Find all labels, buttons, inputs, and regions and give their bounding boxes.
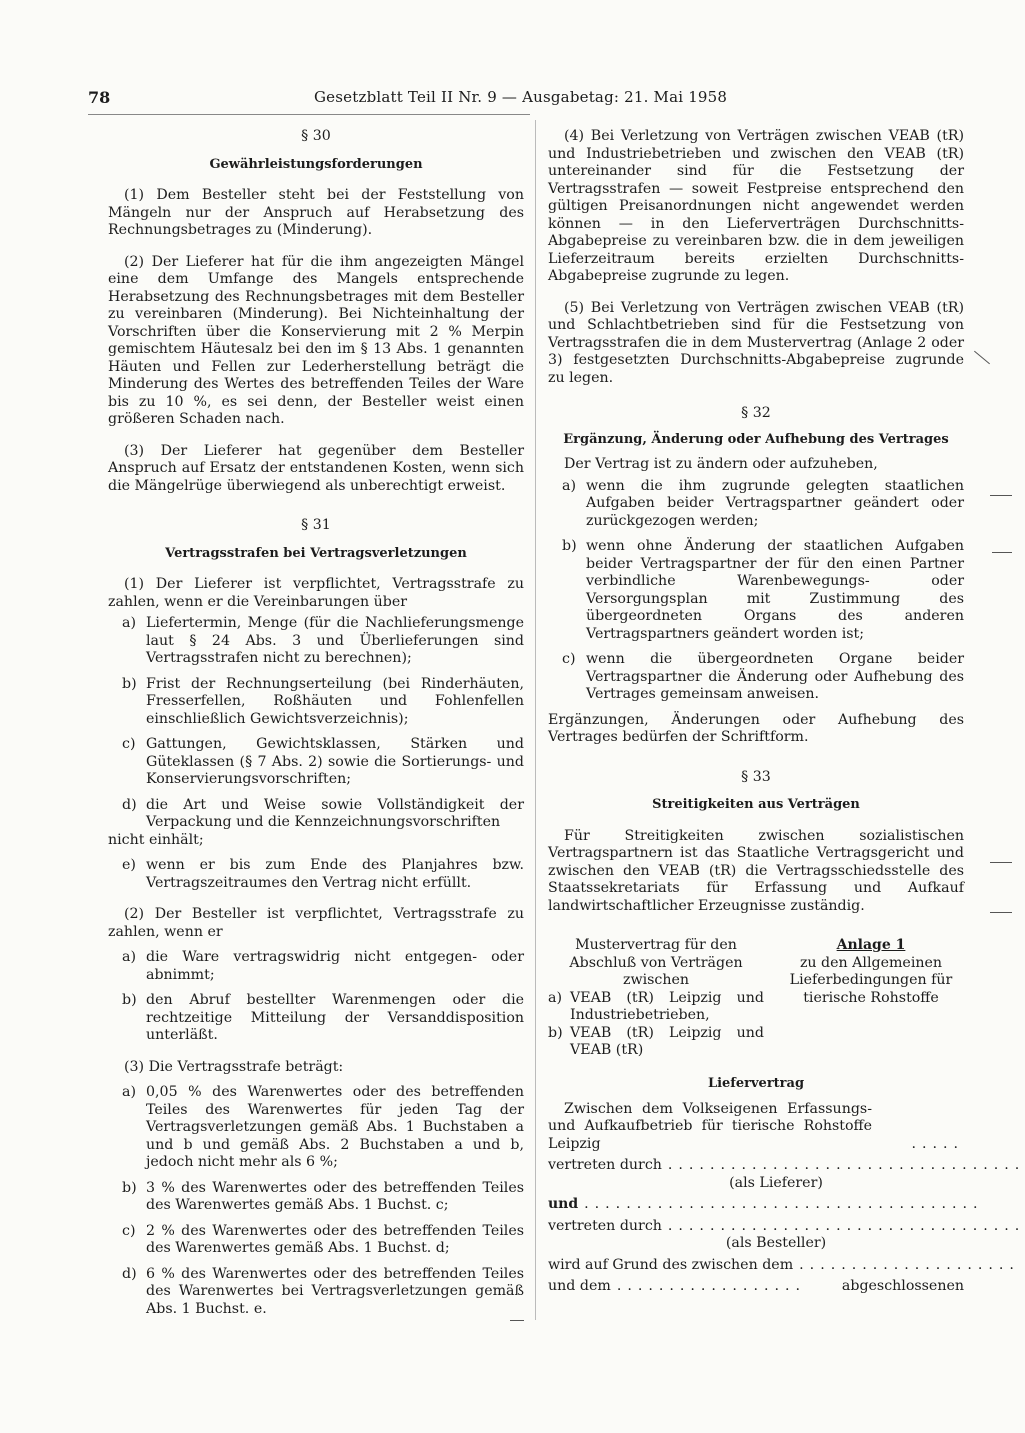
margin-mark xyxy=(990,495,1012,496)
field-customer-representative: vertreten durch .................................. xyxy=(548,1217,1025,1234)
annex-1-title: Anlage 1 xyxy=(836,937,906,953)
section-31-number: § 31 xyxy=(301,517,331,533)
s31-paragraph-2: (2) Der Besteller ist verpflichtet, Vertragsstrafe zu zahlen, wenn er xyxy=(108,906,524,940)
section-33-title: Streitigkeiten aus Verträgen xyxy=(652,797,860,812)
s30-paragraph-1: (1) Dem Besteller steht bei der Feststellung von Mängeln nur der Anspruch auf Herabsetzung des Rechnungsbetrages zu (Minderung). xyxy=(108,187,524,238)
s31-item-1e: e) wenn er bis zum Ende des Planjahres bzw. Vertragszeitraumes den Vertrag nicht erfüllt. xyxy=(122,857,524,891)
s31-item-2a: a) die Ware vertragswidrig nicht entgegen- oder abnimmt; xyxy=(122,949,524,983)
customer-role-label: (als Besteller) xyxy=(725,1235,827,1251)
annex-1-block xyxy=(778,937,964,1007)
contract-intro: Zwischen dem Volkseigenen Erfassungs- und Aufkaufbetrieb für tierische Rohstoffe Leipzig xyxy=(548,1100,872,1152)
s31-item-3a: a) 0,05 % des Warenwertes oder des betreffenden Teiles des Warenwertes für jeden Tag der Vertragsverletzungen gemäß Abs. 1 Buchstaben a und b und gemäß Abs. 2 Buchstaben a und b, jedoch nicht mehr als 6 %; xyxy=(122,1084,524,1170)
section-32-title: Ergänzung, Änderung oder Aufhebung des Vertrages xyxy=(563,431,949,447)
margin-mark xyxy=(510,1320,524,1321)
model-contract-block xyxy=(548,937,764,1060)
s32-item-b: b) wenn ohne Änderung der staatlichen Aufgaben beider Vertragspartner der für den einen Partner verbindliche Warenbewegungs- oder Versorgungsplan mit Zustimmung des übergeordneten Organs des anderen Vertragspartners geändert worden ist; xyxy=(562,538,964,642)
section-32-number: § 32 xyxy=(741,405,771,421)
s31-paragraph-5: (5) Bei Verletzung von Verträgen zwischen VEAB (tR) und Schlachtbetrieben sind für die Festsetzung von Vertragsstrafen die in dem Mustervertrag (Anlage 2 oder 3) festgesetzten Durchschnitts-Abgabepreise zugrunde zu legen. xyxy=(548,299,964,386)
s31-item-1d: d) die Art und Weise sowie Vollständigkeit der Verpackung und die Kennzeichnungsvorschriften xyxy=(122,796,524,830)
column-divider xyxy=(535,120,536,1320)
s31-paragraph-1-end: nicht einhält; xyxy=(108,831,204,848)
section-33-number: § 33 xyxy=(741,768,771,785)
field-concluded: und dem .................. abgeschlossenen xyxy=(548,1278,964,1294)
section-30-title: Gewährleistungsforderungen xyxy=(209,156,423,172)
s31-item-1b: b) Frist der Rechnungserteilung (bei Rinderhäuten, Fresserfellen, Roßhäuten und Fohlenfellen einschließlich Gewichtsverzeichnis); xyxy=(122,675,524,727)
s31-item-3c: c) 2 % des Warenwertes oder des betreffenden Teiles des Warenwertes gemäß Abs. 1 Buchst. d; xyxy=(122,1222,524,1256)
s31-item-1a: a) Liefertermin, Menge (für die Nachlieferungsmenge laut § 24 Abs. 3 und Überlieferungen sind Vertragsstrafen nicht zu berechnen); xyxy=(122,615,524,666)
page-header xyxy=(88,86,968,112)
intro-fill-dots: ..... xyxy=(911,1136,964,1152)
s30-paragraph-3: (3) Der Lieferer hat gegenüber dem Besteller Anspruch auf Ersatz der entstandenen Kosten, wenn sich die Mängelrüge überwiegend als unberechtigt erweist. xyxy=(108,442,524,494)
s31-item-3d: d) 6 % des Warenwertes oder des betreffenden Teiles des Warenwertes bei Vertragsverletzungen gemäß Abs. 1 Buchst. e. xyxy=(122,1265,524,1317)
s32-item-c: c) wenn die übergeordneten Organe beider Vertragspartner die Änderung oder Aufhebung des Vertrages gemeinsam anweisen. xyxy=(562,651,964,702)
s33-paragraph-1: Für Streitigkeiten zwischen sozialistischen Vertragspartnern ist das Staatliche Vertragsgericht und zwischen den VEAB (tR) die Vertragsschiedsstelle des Staatssekretariats für Erfassung und Aufkauf landwirtschaftlicher Erzeugnisse zuständig. xyxy=(548,827,964,914)
model-contract-title: Mustervertrag für den Abschluß von Verträgen zwischen xyxy=(569,937,743,988)
contract-title: Liefervertrag xyxy=(707,1076,805,1091)
s32-item-a: a) wenn die ihm zugrunde gelegten staatlichen Aufgaben beider Vertragspartner geändert oder zurückgezogen werden; xyxy=(562,477,964,529)
margin-mark xyxy=(990,862,1012,863)
margin-mark xyxy=(992,552,1012,553)
model-contract-item-a: a) VEAB (tR) Leipzig und Industriebetrieben, xyxy=(548,989,764,1023)
annex-1-subtitle: zu den Allgemeinen Lieferbedingungen für tierische Rohstoffe xyxy=(789,954,953,1006)
margin-mark xyxy=(990,912,1012,913)
s31-item-2b: b) den Abruf bestellter Warenmengen oder die rechtzeitige Mitteilung der Versanddisposition unterläßt. xyxy=(122,992,524,1043)
section-30-number: § 30 xyxy=(301,128,331,144)
right-column xyxy=(548,128,1025,1296)
s31-item-3b: b) 3 % des Warenwertes oder des betreffenden Teiles des Warenwertes gemäß Abs. 1 Buchst. c; xyxy=(122,1179,524,1213)
gazette-title: Gesetzblatt Teil II Nr. 9 — Ausgabetag: 21. Mai 1958 xyxy=(314,88,728,106)
left-column xyxy=(108,128,524,1318)
field-basis: wird auf Grund des zwischen dem ..................... xyxy=(548,1256,1020,1273)
s32-paragraph-2: Ergänzungen, Änderungen oder Aufhebung des Vertrages bedürfen der Schriftform. xyxy=(548,711,964,745)
model-contract-item-b: b) VEAB (tR) Leipzig und VEAB (tR) xyxy=(548,1024,764,1058)
s31-paragraph-1: (1) Der Lieferer ist verpflichtet, Vertragsstrafe zu zahlen, wenn er die Vereinbarungen über xyxy=(108,576,524,610)
field-supplier-representative: vertreten durch .................................. xyxy=(548,1157,1025,1173)
s30-paragraph-2: (2) Der Lieferer hat für die ihm angezeigten Mängel eine dem Umfange des Mangels entsprechende Herabsetzung des Rechnungsbetrages mit dem Besteller zu vereinbaren (Minderung). Bei Nichteinhaltung der Vorschriften über die Konservierung mit 2 % Merpin gemischtem Häutesalz bei den im § 13 Abs. 1 genannten Häuten und Fellen zur Lederherstellung beträgt die Minderung des Wertes des betreffenden Teiles der Ware bis zu 10 %, es sei denn, der Besteller weist einen größeren Schaden nach. xyxy=(108,253,524,427)
s31-paragraph-3: (3) Die Vertragsstrafe beträgt: xyxy=(124,1058,344,1075)
s31-item-1c: c) Gattungen, Gewichtsklassen, Stärken und Güteklassen (§ 7 Abs. 2) sowie die Sortierungs- und Konservierungsvorschriften; xyxy=(122,736,524,787)
s31-paragraph-4: (4) Bei Verletzung von Verträgen zwischen VEAB (tR) und Industriebetrieben und zwischen den VEAB (tR) untereinander sind für die Festsetzung der Vertragsstrafen — soweit Festpreise entsprechend den gültigen Preisanordnungen nicht angewendet werden können — in den Lieferverträgen Durchschnitts-Abgabepreise zu vereinbaren bzw. die in dem jeweiligen Lieferzeitraum bereits erzielten Durchschnitts-Abgabepreise zugrunde zu legen. xyxy=(548,128,964,284)
page-number: 78 xyxy=(88,88,111,107)
field-customer: und ...................................... xyxy=(548,1196,984,1212)
s32-paragraph-1: Der Vertrag ist zu ändern oder aufzuheben, xyxy=(564,456,878,472)
section-31-title: Vertragsstrafen bei Vertragsverletzungen xyxy=(165,545,467,561)
header-rule xyxy=(88,114,530,115)
supplier-role-label: (als Lieferer) xyxy=(729,1174,823,1191)
annex-heading xyxy=(548,937,964,1067)
margin-mark xyxy=(974,351,990,365)
